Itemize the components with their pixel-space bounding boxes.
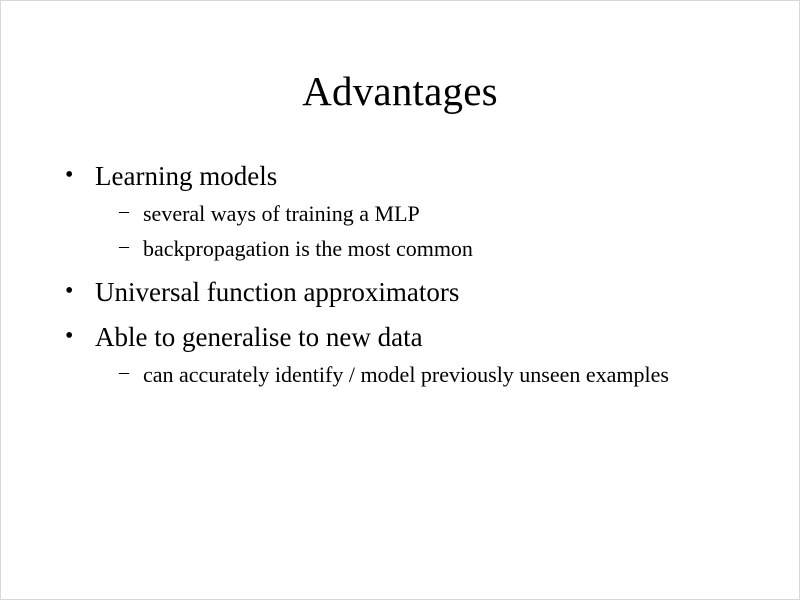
list-item-text: backpropagation is the most common	[143, 235, 473, 261]
bullet-icon: •	[65, 162, 74, 188]
list-item	[59, 277, 759, 309]
list-item	[59, 161, 759, 193]
list-item-text: Universal function approximators	[95, 276, 460, 307]
list-item-text: Able to generalise to new data	[95, 322, 423, 353]
bullet-icon: •	[65, 323, 74, 350]
page-title: Advantages	[302, 68, 498, 114]
bullet-icon: •	[65, 277, 74, 304]
list-item	[59, 201, 759, 228]
list-item	[59, 236, 759, 263]
list-item	[59, 362, 759, 389]
list-item-text: Learning models	[95, 161, 278, 191]
dash-icon: –	[119, 199, 129, 222]
dash-icon: –	[119, 361, 129, 384]
slide-body-list	[59, 161, 759, 393]
spacer	[59, 310, 759, 322]
list-item-text: several ways of training a MLP	[143, 200, 420, 226]
list-item-text: can accurately identify / model previously unseen examples	[143, 362, 669, 388]
dash-icon: –	[119, 234, 129, 257]
spacer	[59, 267, 759, 277]
list-item	[59, 322, 759, 354]
